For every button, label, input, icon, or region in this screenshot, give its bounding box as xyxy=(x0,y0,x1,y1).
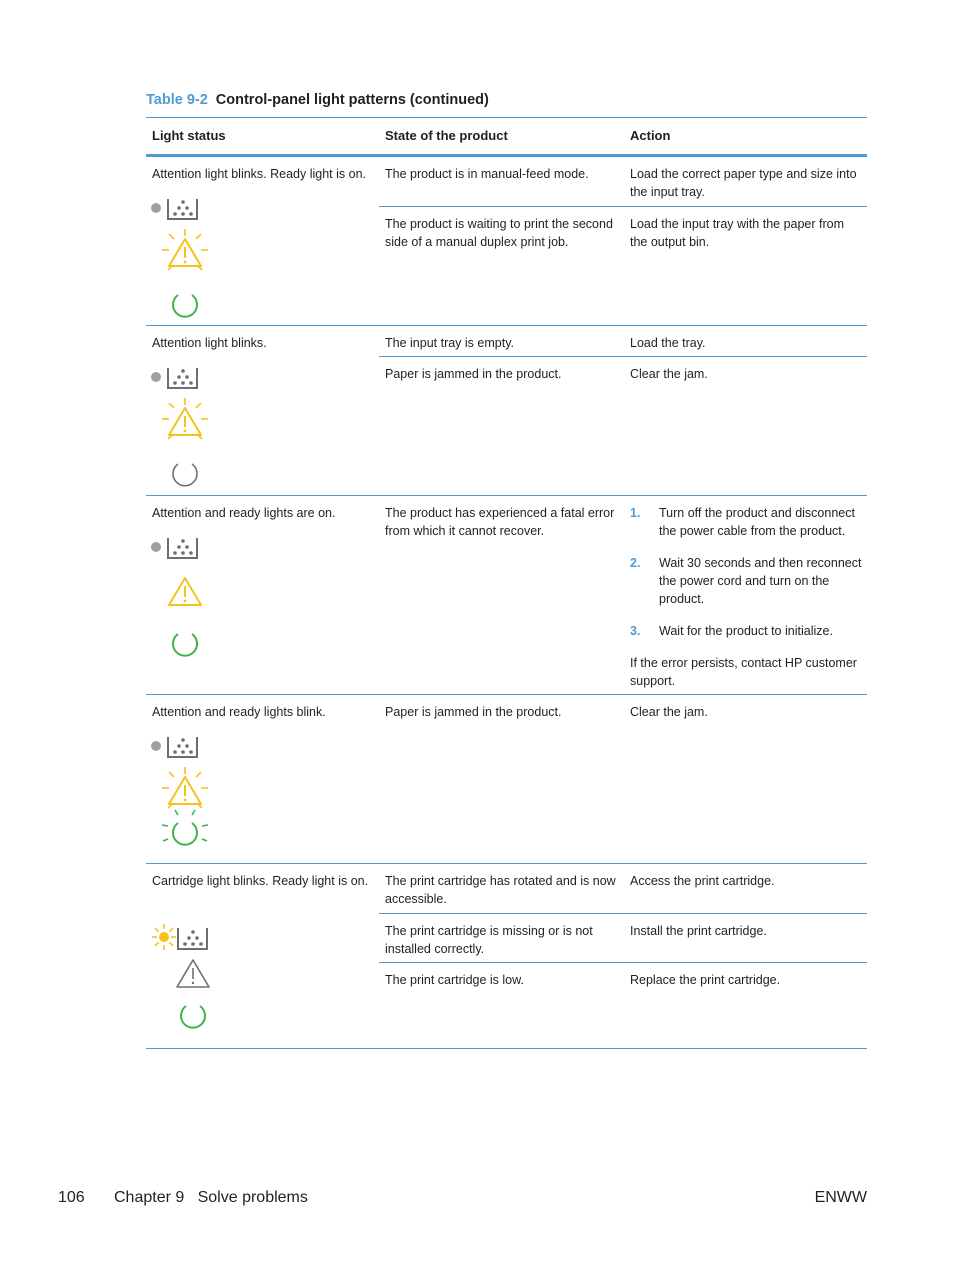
table-subrow xyxy=(379,962,867,1048)
toner-light-blinking-icon xyxy=(151,922,211,952)
column-header-light-status: Light status xyxy=(152,128,226,143)
state-cell: The product is in manual-feed mode. xyxy=(385,167,589,181)
action-cell xyxy=(630,504,864,690)
light-status-text: Attention light blinks. Ready light is on. xyxy=(152,167,367,181)
table-subrow xyxy=(379,913,867,964)
table-row xyxy=(146,326,867,496)
state-cell: The print cartridge has rotated and is now accessible. xyxy=(385,874,616,906)
action-cell: Replace the print cartridge. xyxy=(630,973,781,987)
toner-light-off-icon xyxy=(150,733,202,759)
action-cell: Clear the jam. xyxy=(630,705,708,719)
action-step xyxy=(630,622,864,640)
action-cell: Access the print cartridge. xyxy=(630,874,775,888)
ready-light-blinking-icon xyxy=(160,809,210,857)
light-pattern-table xyxy=(146,117,867,1049)
table-row xyxy=(146,496,867,695)
action-cell: Load the correct paper type and size into the input tray. xyxy=(630,167,857,199)
action-step xyxy=(630,554,864,608)
footer-doc-id: ENWW xyxy=(814,1189,867,1206)
light-status-text: Cartridge light blinks. Ready light is on. xyxy=(152,874,369,888)
state-cell: The print cartridge is low. xyxy=(385,973,524,987)
action-cell: Load the input tray with the paper from the output bin. xyxy=(630,217,845,249)
table-subrow xyxy=(379,206,867,325)
page-number: 106 xyxy=(58,1189,85,1206)
table-subrow xyxy=(379,356,867,495)
action-cell: Install the print cartridge. xyxy=(630,924,767,938)
table-subrow xyxy=(379,695,867,862)
state-cell: Paper is jammed in the product. xyxy=(385,705,562,719)
action-cell: Load the tray. xyxy=(630,336,706,350)
action-cell: Clear the jam. xyxy=(630,367,708,381)
attention-light-blinking-icon xyxy=(160,397,210,445)
column-header-action: Action xyxy=(630,128,671,143)
toner-light-off-icon xyxy=(150,195,202,221)
light-status-text: Attention light blinks. xyxy=(152,336,267,350)
table-caption-number: Table 9-2 xyxy=(146,92,208,108)
attention-light-blinking-icon xyxy=(160,766,210,814)
light-status-text: Attention and ready lights are on. xyxy=(152,506,336,520)
toner-light-off-icon xyxy=(150,534,202,560)
toner-light-off-icon xyxy=(150,364,202,390)
ready-light-on-icon xyxy=(168,992,218,1040)
attention-light-off-icon xyxy=(168,949,218,997)
state-cell: The product is waiting to print the second side of a manual duplex print job. xyxy=(385,217,613,249)
table-row xyxy=(146,157,867,326)
ready-light-off-icon xyxy=(160,450,210,498)
action-note: If the error persists, contact HP customer support. xyxy=(630,656,857,688)
attention-light-on-icon xyxy=(160,567,210,615)
table-subrow xyxy=(379,496,867,693)
attention-light-blinking-icon xyxy=(160,228,210,276)
step-text: Turn off the product and disconnect the power cable from the product. xyxy=(659,506,855,538)
action-step xyxy=(630,504,864,540)
state-cell: The product has experienced a fatal error from which it cannot recover. xyxy=(385,506,615,538)
table-subrow xyxy=(379,157,867,207)
ready-light-on-icon xyxy=(160,281,210,329)
ready-light-on-icon xyxy=(160,620,210,668)
table-row xyxy=(146,864,867,1049)
state-cell: The input tray is empty. xyxy=(385,336,514,350)
table-caption-title: Control-panel light patterns (continued) xyxy=(215,92,489,108)
state-cell: The print cartridge is missing or is not installed correctly. xyxy=(385,924,593,956)
step-number: 2. xyxy=(630,556,641,570)
table-subrow xyxy=(379,864,867,914)
step-text: Wait for the product to initialize. xyxy=(659,624,833,638)
state-cell: Paper is jammed in the product. xyxy=(385,367,562,381)
table-caption xyxy=(146,92,489,108)
table-subrow xyxy=(379,326,867,357)
step-text: Wait 30 seconds and then reconnect the power cord and turn on the product. xyxy=(659,556,862,606)
step-number: 1. xyxy=(630,506,641,520)
column-header-state: State of the product xyxy=(385,128,508,143)
table-header xyxy=(146,117,867,157)
step-number: 3. xyxy=(630,624,641,638)
chapter-title: Chapter 9 Solve problems xyxy=(114,1189,308,1206)
light-status-text: Attention and ready lights blink. xyxy=(152,705,326,719)
table-row xyxy=(146,695,867,864)
